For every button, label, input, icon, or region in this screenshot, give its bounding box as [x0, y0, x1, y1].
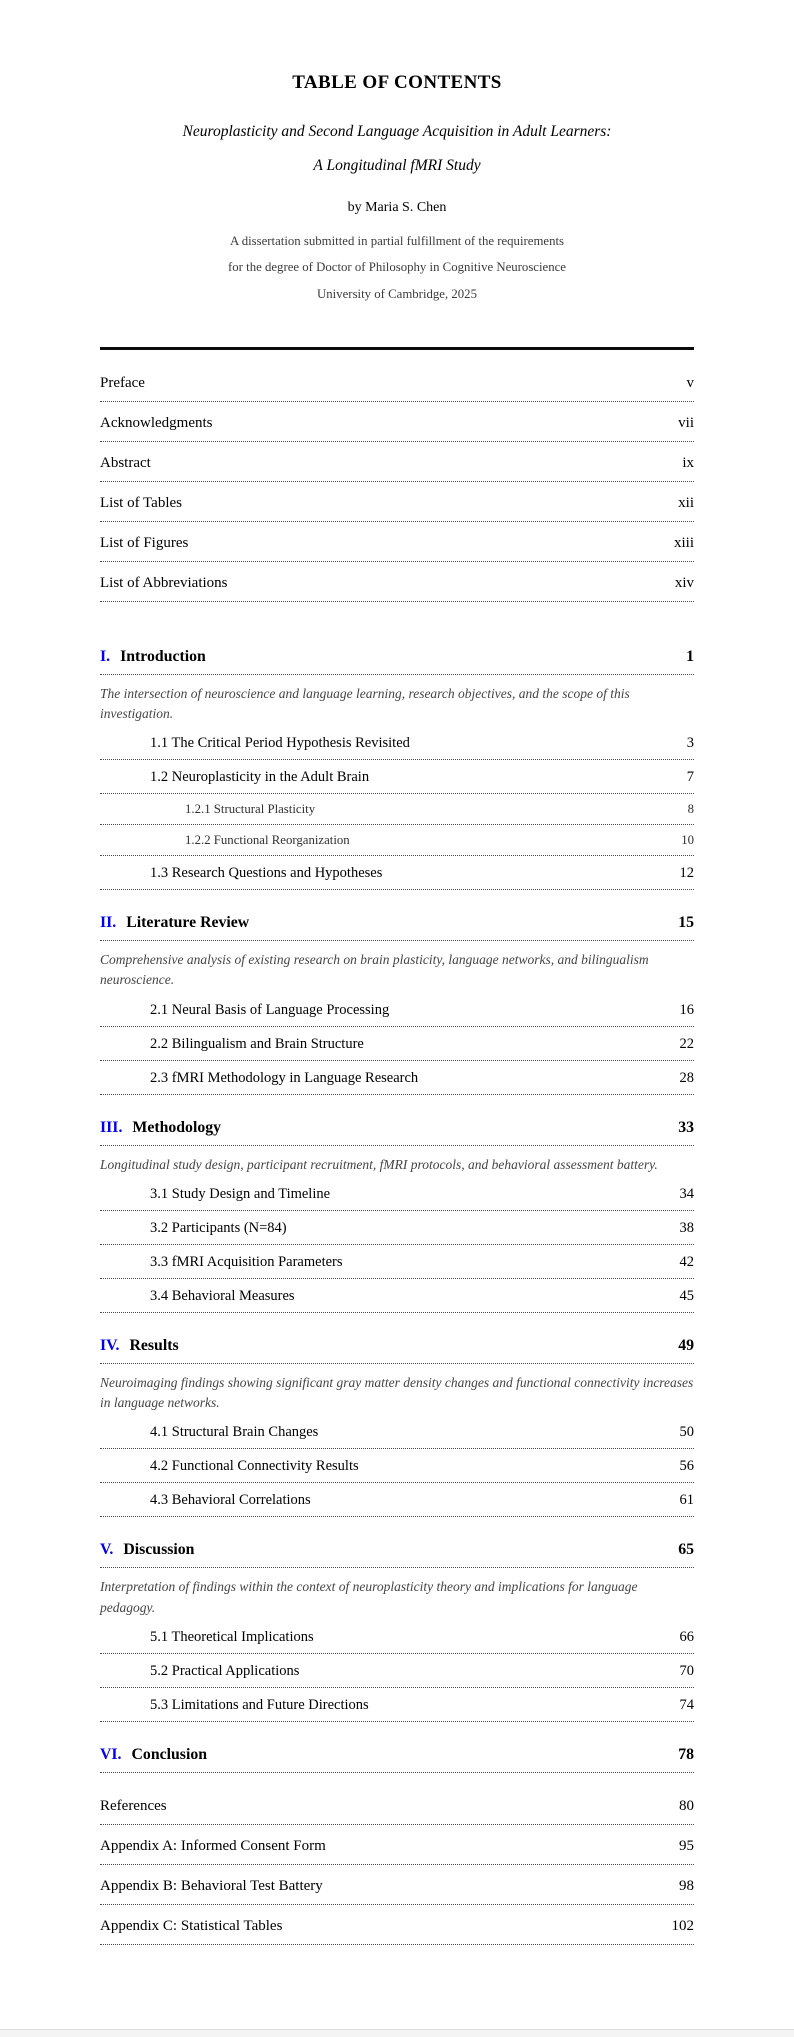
chapter-description: The intersection of neuroscience and language learning, research objectives, and the scope of this investigation.: [100, 685, 630, 721]
front-matter-row: [100, 362, 694, 402]
toc-entry-row-label: 2.3 fMRI Methodology in Language Research: [150, 1069, 419, 1086]
chapter-heading-row: [100, 904, 694, 941]
chapter-heading-left: [100, 914, 249, 932]
front-matter-row-label: Acknowledgments: [100, 414, 213, 431]
toc-entry-row: [100, 1211, 694, 1245]
chapter-description: Interpretation of findings within the context of neuroplasticity theory and implications for language pedagogy.: [100, 1579, 638, 1615]
toc-entry-row-page-number: 22: [679, 1035, 694, 1052]
toc-entry-row-page-number: 10: [681, 833, 694, 848]
toc-entry-row: [100, 825, 694, 856]
chapter-section: [100, 1736, 694, 1773]
toc-entry-row: [100, 856, 694, 890]
chapter-section: [100, 904, 694, 1095]
chapter-heading-left: [100, 648, 206, 666]
toc-entry-row: [100, 1027, 694, 1061]
front-matter-row-page-number: v: [686, 374, 694, 391]
toc-entry-row-page-number: 38: [679, 1219, 694, 1236]
toc-entry-row: [100, 1245, 694, 1279]
toc-entry-row-label: 4.3 Behavioral Correlations: [150, 1492, 311, 1509]
toc-entry-row-page-number: 74: [679, 1696, 694, 1713]
chapter-page-number: 78: [678, 1745, 694, 1763]
window-bottom-edge: [0, 2029, 794, 2037]
dissertation-title-line-1: Neuroplasticity and Second Language Acquisition in Adult Learners:: [182, 123, 612, 140]
chapter-page-number: 33: [678, 1118, 694, 1136]
back-matter-row: [100, 1785, 694, 1825]
chapter-heading-left: [100, 1119, 221, 1137]
chapter-section: [100, 638, 694, 891]
front-matter-row: [100, 522, 694, 562]
toc-entry-row-page-number: 16: [679, 1001, 694, 1018]
front-matter-row-page-number: xiii: [673, 534, 694, 551]
chapter-title: Conclusion: [131, 1745, 208, 1763]
chapter-page-number: 15: [678, 914, 694, 932]
chapter-title: Introduction: [120, 647, 206, 665]
toc-entry-row: [100, 1415, 694, 1449]
toc-entry-row-label: 3.1 Study Design and Timeline: [150, 1185, 331, 1202]
toc-entry-row-page-number: 56: [679, 1458, 694, 1475]
toc-entry-row-page-number: 70: [679, 1662, 694, 1679]
chapter-description: Longitudinal study design, participant recruitment, fMRI protocols, and behavioral assessment battery.: [100, 1156, 658, 1172]
back-matter-list: [100, 1785, 694, 1945]
toc-entry-row-label: 1.3 Research Questions and Hypotheses: [150, 865, 383, 882]
back-matter-row: [100, 1825, 694, 1865]
toc-entry-row: [100, 1620, 694, 1654]
chapter-numeral-link[interactable]: VI.: [100, 1745, 122, 1763]
toc-entry-row-label: 1.2.2 Functional Reorganization: [185, 833, 350, 848]
document-header: [100, 72, 694, 303]
toc-entry-row-label: 2.2 Bilingualism and Brain Structure: [150, 1035, 364, 1052]
toc-entry-row-label: 5.1 Theoretical Implications: [150, 1628, 314, 1645]
chapter-heading-left: [100, 1337, 179, 1355]
front-matter-row: [100, 562, 694, 602]
chapter-page-number: 49: [678, 1336, 694, 1354]
toc-entry-row-page-number: 45: [679, 1287, 694, 1304]
chapter-title: Literature Review: [126, 914, 250, 932]
back-matter-row-label: Appendix B: Behavioral Test Battery: [100, 1877, 323, 1894]
chapter-section: [100, 1327, 694, 1518]
toc-entry-row-label: 2.1 Neural Basis of Language Processing: [150, 1001, 390, 1018]
toc-entry-row-page-number: 50: [679, 1424, 694, 1441]
toc-entry-row-label: 3.2 Participants (N=84): [150, 1219, 287, 1236]
front-matter-row: [100, 402, 694, 442]
toc-entry-row: [100, 794, 694, 825]
chapter-title: Methodology: [132, 1118, 222, 1136]
back-matter-row: [100, 1865, 694, 1905]
back-matter-row-label: Appendix A: Informed Consent Form: [100, 1837, 326, 1854]
chapter-numeral-link[interactable]: III.: [100, 1118, 123, 1136]
toc-entry-row-label: 4.2 Functional Connectivity Results: [150, 1458, 359, 1475]
back-matter-row-page-number: 95: [679, 1837, 694, 1854]
front-matter-list: [100, 350, 694, 602]
toc-entry-row: [100, 1177, 694, 1211]
front-matter-row: [100, 442, 694, 482]
degree-statement-line-1: A dissertation submitted in partial fulfillment of the requirements: [229, 233, 565, 248]
front-matter-row-page-number: xii: [678, 494, 694, 511]
chapter-heading-row: [100, 638, 694, 675]
degree-statement-line-2: for the degree of Doctor of Philosophy in Cognitive Neuroscience: [228, 260, 566, 275]
toc-entry-row: [100, 1688, 694, 1722]
chapter-heading-row: [100, 1531, 694, 1568]
chapter-numeral-link[interactable]: V.: [100, 1541, 114, 1559]
front-matter-row-label: List of Tables: [100, 494, 182, 511]
toc-entry-row-label: 4.1 Structural Brain Changes: [150, 1424, 319, 1441]
chapter-description: Comprehensive analysis of existing research on brain plasticity, language networks, and bilingualism neuroscience.: [100, 952, 649, 988]
toc-entry-row-page-number: 66: [679, 1628, 694, 1645]
toc-entry-row: [100, 726, 694, 760]
chapter-page-number: 1: [686, 647, 694, 665]
back-matter-row-page-number: 98: [679, 1877, 694, 1894]
front-matter-row-page-number: xiv: [674, 574, 694, 591]
chapter-page-number: 65: [678, 1541, 694, 1559]
chapter-heading-left: [100, 1746, 207, 1764]
front-matter-row-label: List of Figures: [100, 534, 189, 551]
front-matter-row-page-number: ix: [682, 454, 694, 471]
chapter-title: Discussion: [123, 1541, 195, 1559]
toc-entry-row-label: 5.3 Limitations and Future Directions: [150, 1696, 369, 1713]
toc-entry-row-label: 3.4 Behavioral Measures: [150, 1287, 295, 1304]
author-byline: by Maria S. Chen: [347, 199, 447, 215]
back-matter-row-label: Appendix C: Statistical Tables: [100, 1917, 283, 1934]
chapter-section: [100, 1531, 694, 1722]
front-matter-row-label: Abstract: [100, 454, 151, 471]
toc-entry-row-label: 1.2 Neuroplasticity in the Adult Brain: [150, 769, 370, 786]
toc-entry-row: [100, 1654, 694, 1688]
back-matter-row-page-number: 102: [671, 1917, 694, 1934]
page-title: TABLE OF CONTENTS: [292, 72, 502, 93]
front-matter-row: [100, 482, 694, 522]
chapter-numeral-link[interactable]: II.: [100, 914, 117, 932]
toc-entry-row-page-number: 28: [679, 1069, 694, 1086]
chapter-heading-row: [100, 1327, 694, 1364]
toc-entry-row-label: 3.3 fMRI Acquisition Parameters: [150, 1253, 343, 1270]
toc-entry-row-label: 5.2 Practical Applications: [150, 1662, 300, 1679]
chapter-numeral-link[interactable]: I.: [100, 647, 111, 665]
toc-entry-row: [100, 1279, 694, 1313]
chapter-heading-left: [100, 1541, 194, 1559]
toc-entry-row-page-number: 42: [679, 1253, 694, 1270]
toc-entry-row: [100, 1061, 694, 1095]
back-matter-row-page-number: 80: [679, 1797, 694, 1814]
chapter-numeral-link[interactable]: IV.: [100, 1336, 120, 1354]
front-matter-row-page-number: vii: [678, 414, 694, 431]
toc-entry-row-label: 1.2.1 Structural Plasticity: [185, 802, 316, 817]
back-matter-row: [100, 1905, 694, 1945]
toc-entry-row: [100, 993, 694, 1027]
toc-entry-row-page-number: 3: [686, 735, 694, 752]
toc-entry-row-page-number: 8: [687, 802, 694, 817]
toc-entry-row: [100, 1449, 694, 1483]
chapter-section: [100, 1109, 694, 1313]
chapter-description: Neuroimaging findings showing significant gray matter density changes and functional connectivity increases in language networks.: [100, 1374, 694, 1411]
toc-entry-row-page-number: 34: [679, 1185, 694, 1202]
dissertation-title-line-2: A Longitudinal fMRI Study: [313, 157, 481, 175]
front-matter-row-label: Preface: [100, 374, 145, 391]
toc-entry-row-label: 1.1 The Critical Period Hypothesis Revisited: [150, 735, 410, 752]
toc-entry-row: [100, 760, 694, 794]
toc-entry-row-page-number: 61: [679, 1492, 694, 1509]
front-matter-row-label: List of Abbreviations: [100, 574, 228, 591]
chapter-title: Results: [129, 1336, 179, 1354]
chapter-heading-row: [100, 1736, 694, 1773]
institution-year-line: University of Cambridge, 2025: [317, 287, 477, 301]
toc-entry-row: [100, 1483, 694, 1517]
chapter-list: [100, 638, 694, 1773]
back-matter-row-label: References: [100, 1797, 167, 1814]
chapter-heading-row: [100, 1109, 694, 1146]
toc-entry-row-page-number: 12: [679, 865, 694, 882]
toc-entry-row-page-number: 7: [686, 769, 694, 786]
